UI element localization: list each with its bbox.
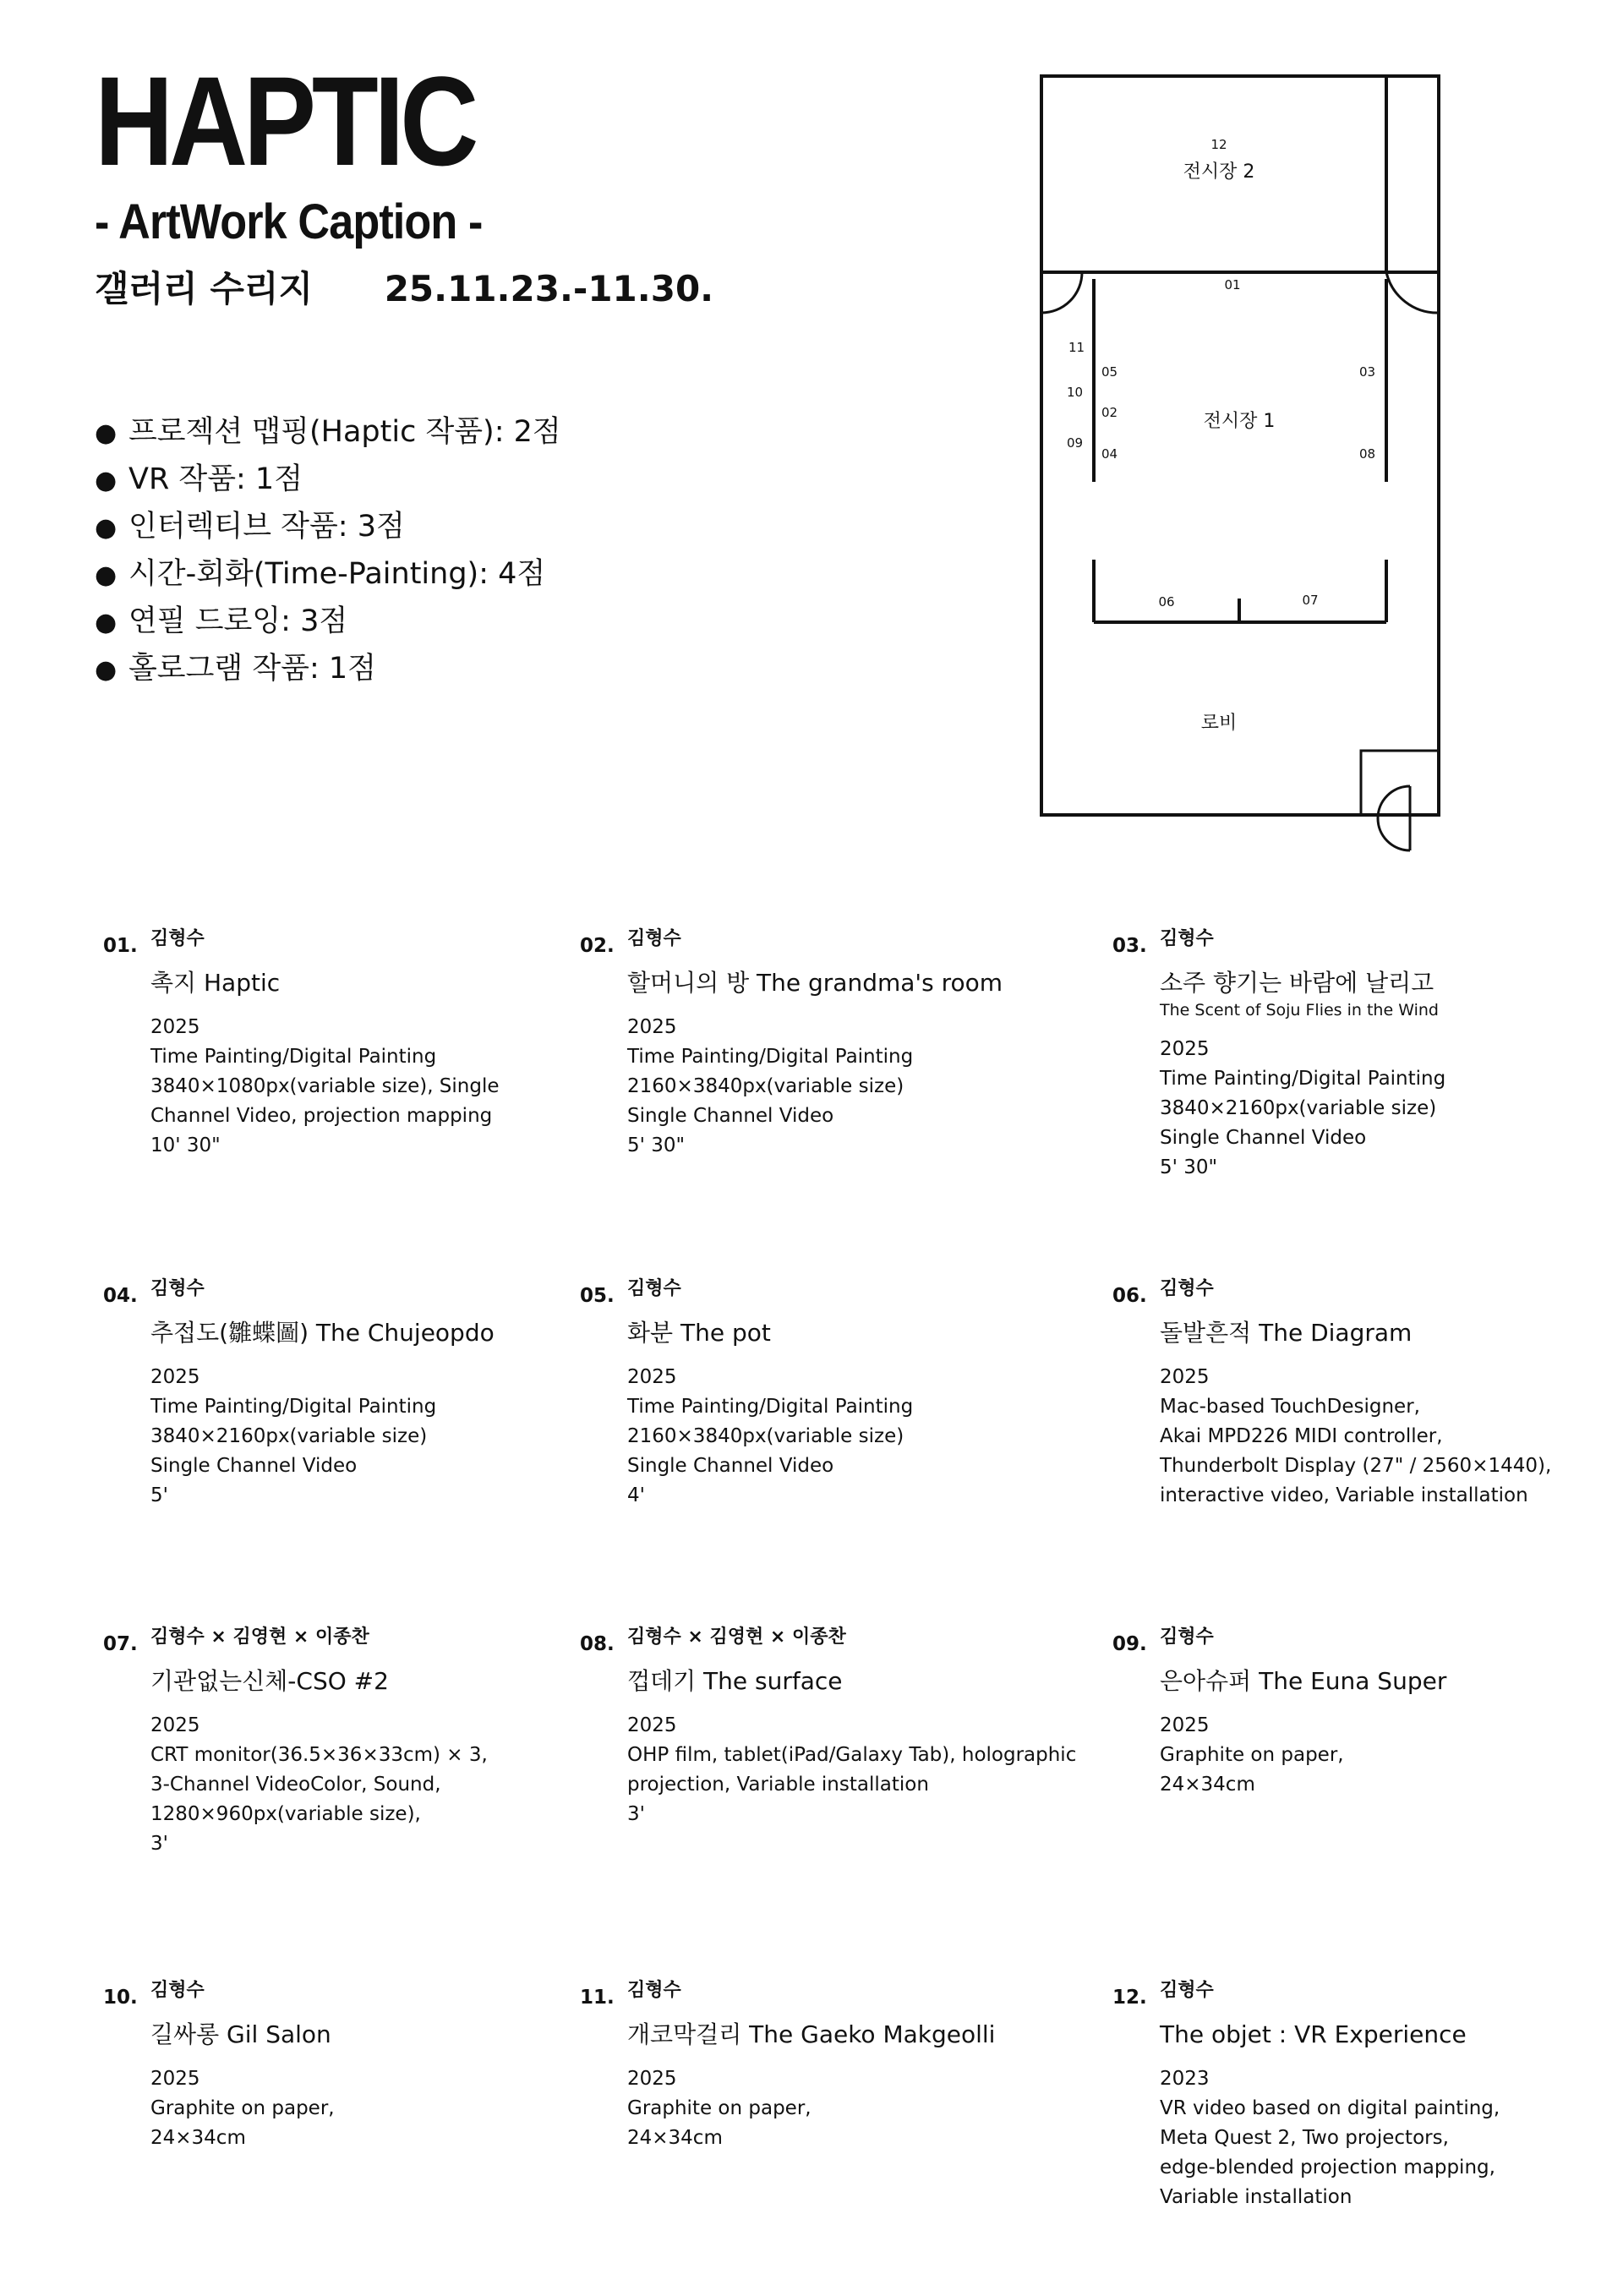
caption-number: 11.	[580, 1987, 615, 2009]
marker-03: 03	[1359, 364, 1376, 380]
caption-artist: 김형수 × 김영현 × 이종찬	[150, 1626, 369, 1648]
artwork-caption-08	[580, 1625, 1077, 1829]
caption-number: 12.	[1112, 1987, 1147, 2009]
caption-title: 촉지 Haptic	[150, 969, 281, 997]
caption-detail: 3840×2160px(variable size)	[150, 1425, 428, 1447]
caption-detail: 5' 30"	[627, 1134, 686, 1156]
bullet-icon: ●	[95, 466, 117, 495]
artwork-caption-06	[1112, 1276, 1586, 1511]
caption-number: 03.	[1112, 935, 1147, 957]
caption-detail: 24×34cm	[150, 2127, 246, 2149]
caption-detail: interactive video, Variable installation	[1160, 1484, 1528, 1506]
summary-item-text: 인터렉티브 작품: 3점	[128, 510, 405, 544]
lobby-door-swing	[1378, 786, 1410, 850]
summary-item	[95, 504, 561, 551]
caption-detail: Single Channel Video	[627, 1455, 834, 1477]
caption-detail: 2023	[1160, 2068, 1210, 2090]
marker-07: 07	[1302, 593, 1319, 608]
summary-item-text: 시간-회화(Time-Painting): 4점	[128, 557, 546, 591]
marker-12: 12	[1210, 137, 1227, 152]
caption-number: 10.	[103, 1987, 138, 2009]
caption-detail: 2025	[627, 1016, 677, 1038]
caption-number: 07.	[103, 1633, 138, 1655]
caption-title: 기관없는신체-CSO #2	[150, 1667, 389, 1695]
caption-title: 할머니의 방 The grandma's room	[627, 969, 1003, 997]
summary-item-text: 홀로그램 작품: 1점	[128, 652, 376, 686]
caption-detail: Time Painting/Digital Painting	[627, 1046, 914, 1068]
artwork-caption-01	[103, 927, 577, 1161]
caption-english-title: The Scent of Soju Flies in the Wind	[1160, 1001, 1439, 1020]
caption-detail: 2025	[627, 1366, 677, 1388]
summary-item	[95, 456, 561, 504]
marker-09: 09	[1067, 435, 1084, 451]
marker-04: 04	[1101, 446, 1118, 462]
venue-and-dates	[95, 267, 713, 311]
caption-detail: Channel Video, projection mapping	[150, 1105, 493, 1127]
caption-detail: Graphite on paper,	[627, 2097, 812, 2119]
caption-number: 02.	[580, 935, 615, 957]
artwork-summary-list	[95, 409, 561, 693]
caption-detail: Single Channel Video	[150, 1455, 358, 1477]
caption-detail: 2160×3840px(variable size)	[627, 1425, 904, 1447]
caption-detail: 2025	[627, 2068, 677, 2090]
room-label-exhibition-1: 전시장 1	[1203, 411, 1276, 432]
caption-detail: Variable installation	[1160, 2186, 1352, 2208]
caption-title: 화분 The pot	[627, 1319, 771, 1347]
caption-artist: 김형수	[1160, 1980, 1214, 2001]
summary-item-text: 프로젝션 맵핑(Haptic 작품): 2점	[128, 415, 561, 449]
room-label-lobby: 로비	[1200, 713, 1238, 734]
caption-artist: 김형수	[1160, 928, 1214, 949]
caption-detail: 3840×1080px(variable size), Single	[150, 1075, 500, 1097]
caption-detail: 10' 30"	[150, 1134, 221, 1156]
summary-item	[95, 551, 561, 599]
caption-detail: 5' 30"	[1160, 1156, 1218, 1178]
caption-detail: 2025	[150, 1016, 200, 1038]
caption-detail: VR video based on digital painting,	[1160, 2097, 1500, 2119]
lobby-door-frame	[1361, 751, 1439, 815]
bullet-icon: ●	[95, 655, 117, 685]
caption-detail: Mac-based TouchDesigner,	[1160, 1396, 1420, 1418]
caption-detail: 2025	[150, 1714, 200, 1736]
caption-artist: 김형수	[150, 1278, 205, 1299]
artwork-caption-12	[1112, 1978, 1586, 2212]
caption-detail: 2025	[1160, 1714, 1210, 1736]
caption-detail: Graphite on paper,	[1160, 1744, 1344, 1766]
caption-detail: CRT monitor(36.5×36×33cm) × 3,	[150, 1744, 488, 1766]
marker-05: 05	[1101, 364, 1118, 380]
summary-item	[95, 409, 561, 456]
marker-02: 02	[1101, 405, 1118, 420]
caption-detail: Thunderbolt Display (27" / 2560×1440),	[1160, 1455, 1552, 1477]
caption-number: 09.	[1112, 1633, 1147, 1655]
room-label-exhibition-2: 전시장 2	[1183, 161, 1255, 183]
marker-01: 01	[1224, 277, 1241, 292]
caption-title: 껍데기 The surface	[627, 1667, 843, 1695]
door-swing-left	[1041, 272, 1082, 313]
caption-detail: 24×34cm	[627, 2127, 723, 2149]
caption-detail: 2025	[150, 1366, 200, 1388]
venue-name: 갤러리 수리지	[95, 268, 314, 309]
artwork-caption-09	[1112, 1625, 1586, 1800]
caption-number: 01.	[103, 935, 138, 957]
caption-detail: 3-Channel VideoColor, Sound,	[150, 1774, 441, 1796]
bullet-icon: ●	[95, 608, 117, 637]
caption-detail: Time Painting/Digital Painting	[150, 1046, 437, 1068]
caption-artist: 김형수	[627, 1980, 681, 2001]
caption-title: 개코막걸리 The Gaeko Makgeolli	[627, 2020, 996, 2048]
caption-detail: Akai MPD226 MIDI controller,	[1160, 1425, 1443, 1447]
caption-title: 돌발흔적 The Diagram	[1160, 1319, 1413, 1347]
caption-detail: edge-blended projection mapping,	[1160, 2157, 1495, 2178]
caption-detail: 2025	[150, 2068, 200, 2090]
caption-detail: 3'	[627, 1803, 645, 1825]
caption-detail: 2160×3840px(variable size)	[627, 1075, 904, 1097]
summary-item-text: 연필 드로잉: 3점	[128, 604, 348, 638]
summary-item	[95, 599, 561, 646]
artwork-caption-05	[580, 1276, 1053, 1511]
caption-artist: 김형수	[150, 1980, 205, 2001]
marker-10: 10	[1067, 385, 1084, 400]
artwork-caption-04	[103, 1276, 577, 1511]
caption-number: 06.	[1112, 1285, 1147, 1307]
caption-title: The objet : VR Experience	[1160, 2020, 1467, 2048]
caption-artist: 김형수	[1160, 1626, 1214, 1648]
caption-number: 05.	[580, 1285, 615, 1307]
artwork-caption-07	[103, 1625, 577, 1859]
caption-detail: Meta Quest 2, Two projectors,	[1160, 2127, 1449, 2149]
artwork-caption-11	[580, 1978, 1053, 2153]
caption-detail: 2025	[1160, 1038, 1210, 1060]
caption-artist: 김형수	[627, 928, 681, 949]
caption-detail: 3'	[150, 1833, 168, 1855]
caption-detail: 5'	[150, 1484, 168, 1506]
caption-detail: 2025	[627, 1714, 677, 1736]
caption-detail: Graphite on paper,	[150, 2097, 335, 2119]
page-title: HAPTIC	[95, 50, 475, 192]
floor-plan	[1031, 68, 1462, 862]
caption-detail: Time Painting/Digital Painting	[627, 1396, 914, 1418]
caption-number: 08.	[580, 1633, 615, 1655]
caption-detail: Single Channel Video	[1160, 1127, 1367, 1149]
marker-11: 11	[1068, 340, 1085, 355]
artwork-caption-02	[580, 927, 1053, 1161]
caption-detail: 2025	[1160, 1366, 1210, 1388]
caption-detail: Single Channel Video	[627, 1105, 834, 1127]
caption-detail: 1280×960px(variable size),	[150, 1803, 421, 1825]
caption-title: 추접도(雛蝶圖) The Chujeopdo	[150, 1319, 495, 1347]
door-swing-right	[1386, 272, 1439, 313]
exhibition-dates: 25.11.23.-11.30.	[384, 268, 714, 309]
caption-artist: 김형수	[627, 1278, 681, 1299]
caption-detail: 3840×2160px(variable size)	[1160, 1097, 1437, 1119]
caption-artist: 김형수 × 김영현 × 이종찬	[627, 1626, 846, 1648]
summary-item	[95, 646, 561, 693]
caption-detail: OHP film, tablet(iPad/Galaxy Tab), holographic	[627, 1744, 1077, 1766]
page-subtitle: - ArtWork Caption -	[95, 194, 483, 249]
artwork-caption-03	[1112, 927, 1586, 1183]
summary-item-text: VR 작품: 1점	[128, 462, 303, 496]
caption-detail: Time Painting/Digital Painting	[1160, 1068, 1446, 1090]
caption-number: 04.	[103, 1285, 138, 1307]
caption-title: 길싸롱 Gil Salon	[150, 2020, 331, 2048]
caption-detail: projection, Variable installation	[627, 1774, 929, 1796]
bullet-icon: ●	[95, 513, 117, 543]
caption-artist: 김형수	[150, 928, 205, 949]
caption-detail: 4'	[627, 1484, 645, 1506]
caption-detail: Time Painting/Digital Painting	[150, 1396, 437, 1418]
bullet-icon: ●	[95, 560, 117, 590]
floor-plan-outline	[1041, 76, 1439, 815]
caption-detail: 24×34cm	[1160, 1774, 1255, 1796]
marker-08: 08	[1359, 446, 1376, 462]
artwork-caption-10	[103, 1978, 577, 2153]
caption-artist: 김형수	[1160, 1278, 1214, 1299]
bullet-icon: ●	[95, 418, 117, 448]
caption-title: 소주 향기는 바람에 날리고	[1160, 969, 1434, 997]
caption-title: 은아슈퍼 The Euna Super	[1160, 1667, 1447, 1695]
marker-06: 06	[1158, 594, 1175, 610]
